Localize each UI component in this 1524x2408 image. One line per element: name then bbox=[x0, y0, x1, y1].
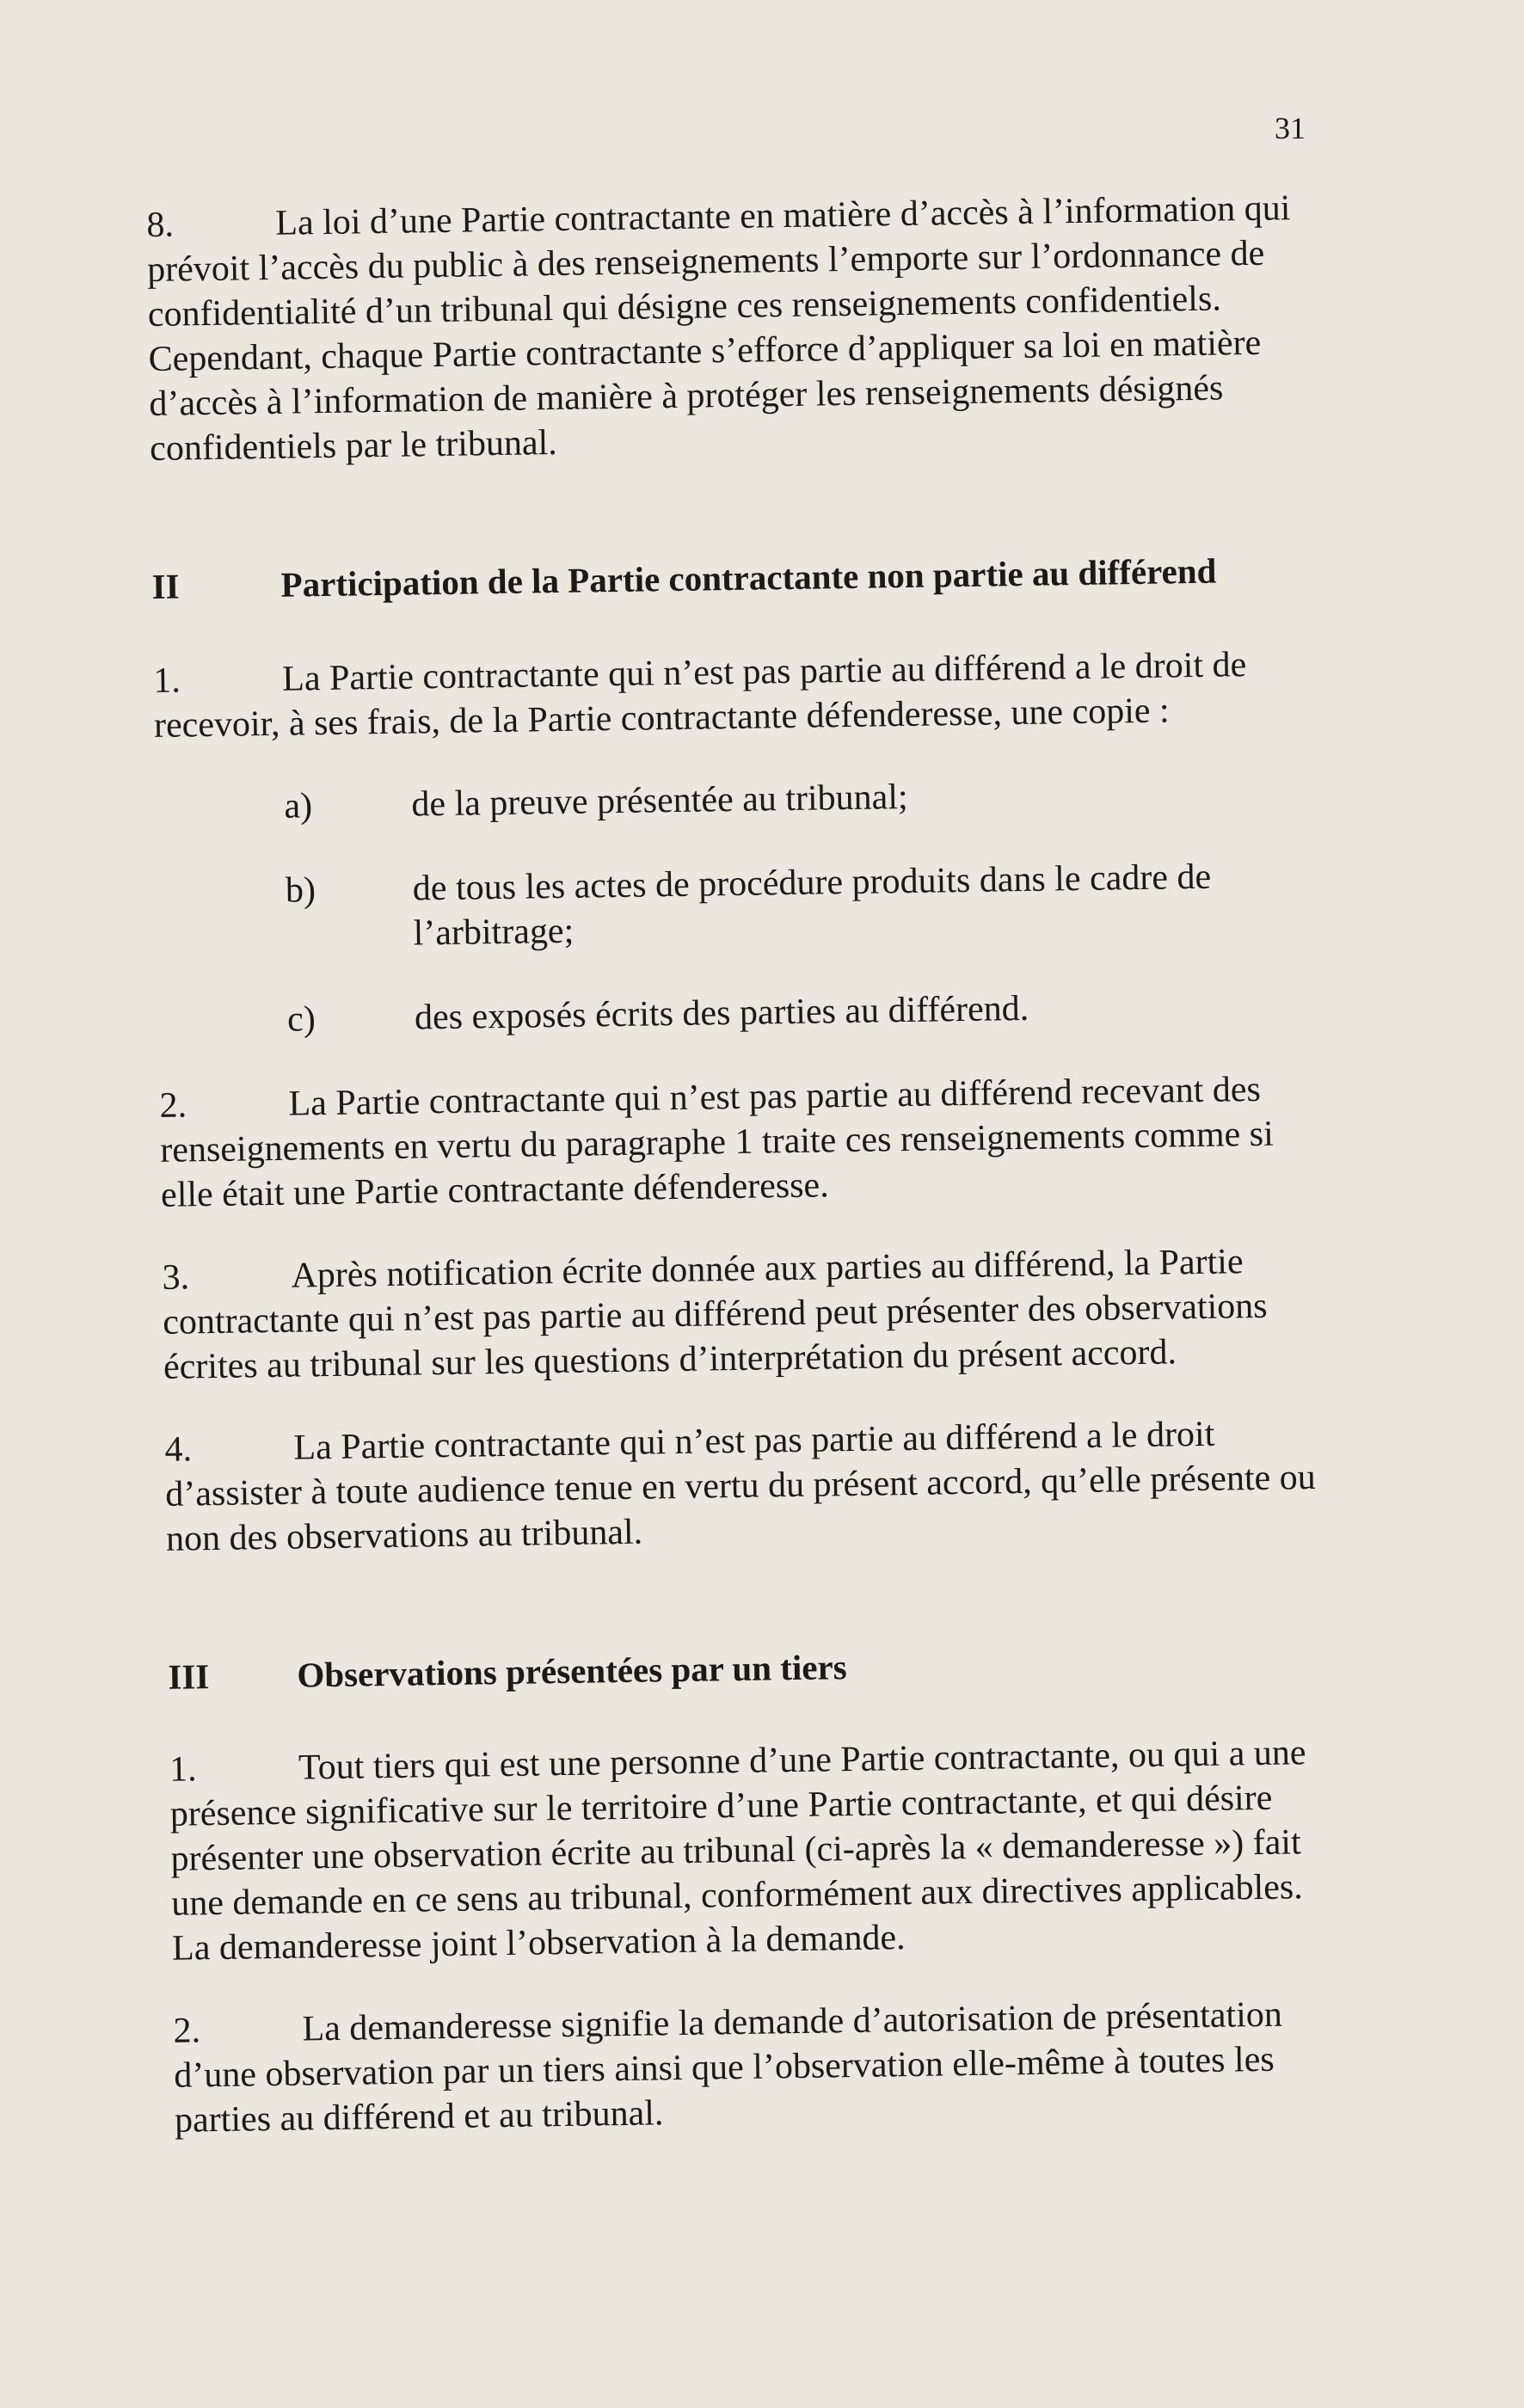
paragraph-number: 1. bbox=[152, 660, 181, 701]
section-heading-ii bbox=[151, 547, 1305, 609]
paragraph-number: 2. bbox=[159, 1085, 187, 1126]
paragraph-text: La demanderesse signifie la demande d’autorisation de présentation d’une observation par un tiers ainsi que l’observation elle-même à toutes les parties au différend et au tribunal. bbox=[173, 1994, 1283, 2141]
document-body bbox=[146, 186, 1327, 2143]
list-item bbox=[285, 853, 1309, 958]
paragraph-number: 8. bbox=[146, 205, 175, 245]
paragraph-text: La Partie contractante qui n’est pas partie au différend a le droit d’assister à toute audience tenue en vertu du présent accord, qu’elle présente ou non des observations au tribunal. bbox=[164, 1414, 1317, 1559]
list-item bbox=[287, 982, 1312, 1042]
section-ii-paragraph-4 bbox=[164, 1410, 1318, 1562]
paragraph-number: 4. bbox=[164, 1429, 193, 1470]
list-item-letter: a) bbox=[284, 786, 313, 826]
page-number: 31 bbox=[1275, 111, 1306, 145]
paragraph-text: Tout tiers qui est une personne d’une Partie contractante, ou qui a une présence significative sur le territoire d’une Partie contractante, et qui désire présenter une observation écrite au tribunal (ci-après la « demanderesse ») fait une demande en ce sens au tribunal, conformément aux directives applicables. La demanderesse joint l’observation à la demande. bbox=[169, 1733, 1306, 1969]
list-item-text: de tous les actes de procédure produits dans le cadre de l’arbitrage; bbox=[412, 857, 1212, 954]
paragraph-text: La Partie contractante qui n’est pas partie au différend recevant des renseignements en vertu du paragraphe 1 traite ces renseignements comme si elle était une Partie contractante défenderesse. bbox=[160, 1069, 1275, 1215]
paragraph-text: Après notification écrite donnée aux parties au différend, la Partie contractante qui n’est pas partie au différend peut présenter des observations écrites au tribunal sur les questions d’interprétation du présent accord. bbox=[162, 1242, 1268, 1387]
section-title: Participation de la Partie contractante non partie au différend bbox=[280, 550, 1217, 605]
section-heading-iii bbox=[168, 1637, 1321, 1699]
paragraph-number: 2. bbox=[173, 2011, 201, 2051]
paragraph-number: 1. bbox=[169, 1749, 197, 1790]
list-item-text: des exposés écrits des parties au différend. bbox=[414, 988, 1029, 1038]
paragraph-text: La Partie contractante qui n’est pas partie au différend a le droit de recevoir, à ses frais, de la Partie contractante défenderesse, une copie : bbox=[153, 645, 1247, 746]
section-iii-paragraph-2 bbox=[173, 1992, 1327, 2143]
section-number: III bbox=[168, 1656, 210, 1697]
paragraph-8 bbox=[146, 186, 1302, 471]
list-item bbox=[284, 769, 1308, 829]
enumerated-list bbox=[155, 769, 1311, 1044]
section-ii-paragraph-3 bbox=[162, 1238, 1316, 1390]
section-ii-paragraph-2 bbox=[159, 1066, 1313, 1218]
list-item-letter: b) bbox=[285, 870, 316, 911]
paragraph-text: La loi d’une Partie contractante en matière d’accès à l’information qui prévoit l’accès du public à des renseignements l’emporte sur l’ordonnance de confidentialité d’un tribunal qui désigne ces renseignements confidentiels. Cependant, chaque Partie contractante s’efforce d’appliquer sa loi en matière d’accès à l’information de manière à protéger les renseignements désignés confidentiels par le tribunal. bbox=[146, 188, 1291, 469]
section-ii-paragraph-1 bbox=[153, 642, 1306, 748]
list-item-letter: c) bbox=[286, 999, 316, 1040]
section-title: Observations présentées par un tiers bbox=[297, 1647, 847, 1695]
section-iii-paragraph-1 bbox=[169, 1730, 1325, 1971]
section-number: II bbox=[151, 566, 180, 606]
paragraph-number: 3. bbox=[162, 1257, 190, 1298]
list-item-text: de la preuve présentée au tribunal; bbox=[411, 777, 908, 825]
